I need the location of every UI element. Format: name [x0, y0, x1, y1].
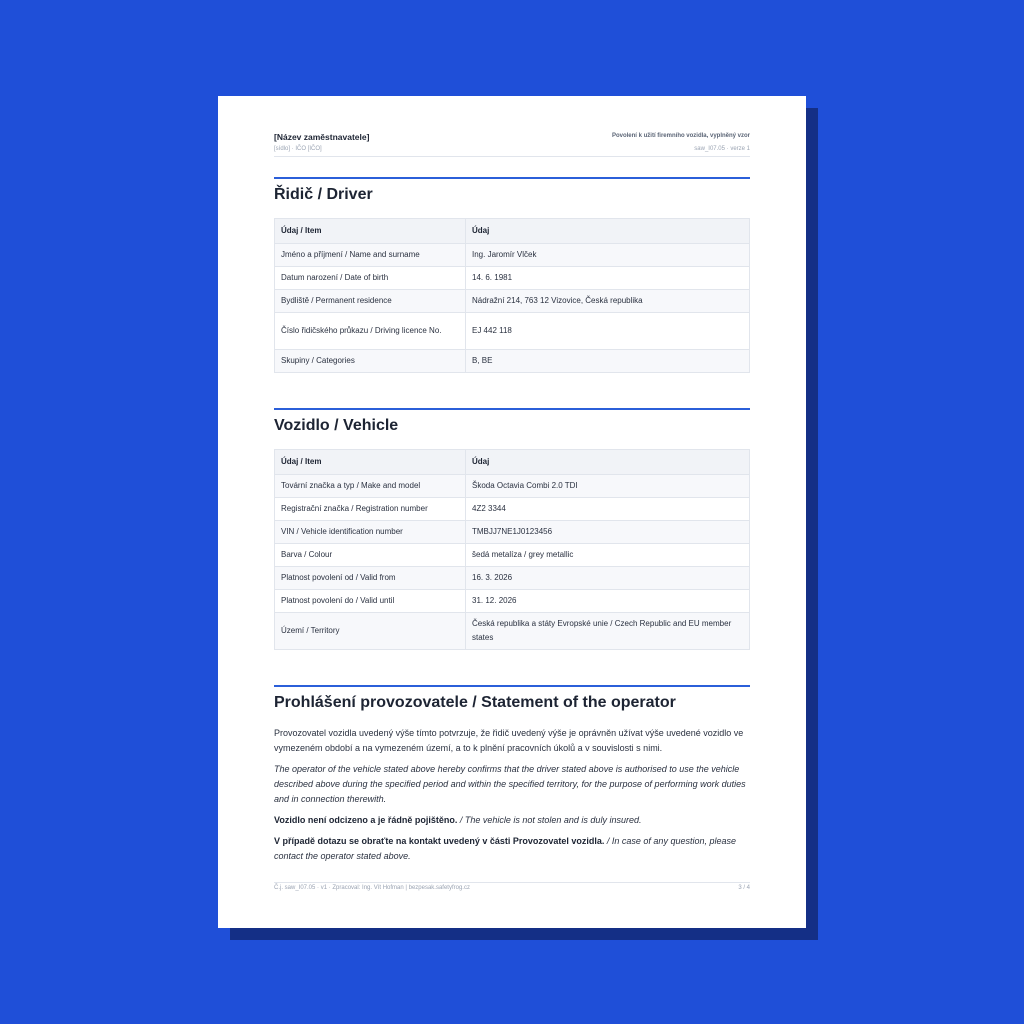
table-row — [275, 313, 750, 350]
table-row — [275, 475, 750, 498]
row-value: Nádražní 214, 763 12 Vizovice, Česká republika — [466, 290, 750, 313]
column-header-item: Údaj / Item — [275, 450, 466, 475]
row-value: 31. 12. 2026 — [466, 590, 750, 613]
row-value: EJ 442 118 — [466, 313, 750, 350]
row-label: Tovární značka a typ / Make and model — [275, 475, 466, 498]
row-label: Datum narození / Date of birth — [275, 267, 466, 290]
row-label: Jméno a příjmení / Name and surname — [275, 244, 466, 267]
row-value: 16. 3. 2026 — [466, 567, 750, 590]
table-header-row — [275, 219, 750, 244]
vehicle-table — [274, 449, 750, 650]
insurance-note-en: / The vehicle is not stolen and is duly insured. — [457, 815, 642, 825]
row-label: Platnost povolení od / Valid from — [275, 567, 466, 590]
table-row — [275, 544, 750, 567]
row-value: Škoda Octavia Combi 2.0 TDI — [466, 475, 750, 498]
statement-paragraph-en: The operator of the vehicle stated above hereby confirms that the driver stated above is authorised to use the vehicle described above during the specified period and within the specified territory, for the purpose of performing work duties and in connection therewith. — [274, 764, 746, 804]
row-label: Barva / Colour — [275, 544, 466, 567]
table-row — [275, 567, 750, 590]
table-row — [275, 267, 750, 290]
page-footer — [274, 882, 750, 891]
header-divider — [274, 156, 750, 157]
contact-note — [274, 834, 750, 864]
employer-name: [Název zaměstnavatele] — [274, 132, 370, 142]
section-divider — [274, 177, 750, 179]
table-header-row — [275, 450, 750, 475]
page-header — [274, 132, 750, 156]
row-label: Platnost povolení do / Valid until — [275, 590, 466, 613]
row-value: Česká republika a státy Evropské unie / Czech Republic and EU member states — [466, 613, 750, 650]
table-row — [275, 613, 750, 650]
row-label: Bydliště / Permanent residence — [275, 290, 466, 313]
footer-reference: Č.j. saw_I07.05 · v1 · Zpracoval: Ing. Vít Hofman | bezpesak.safetyfrog.cz — [274, 885, 470, 891]
page-number: 3 / 4 — [738, 885, 750, 891]
column-header-item: Údaj / Item — [275, 219, 466, 244]
table-row — [275, 521, 750, 544]
table-row — [275, 590, 750, 613]
row-label: Skupiny / Categories — [275, 350, 466, 373]
section-divider — [274, 685, 750, 687]
contact-note-en: / In case of any question, please contact the operator stated above. — [274, 836, 736, 861]
column-header-value: Údaj — [466, 219, 750, 244]
section-title-driver: Řidič / Driver — [274, 186, 373, 203]
row-value: B, BE — [466, 350, 750, 373]
table-row — [275, 244, 750, 267]
column-header-value: Údaj — [466, 450, 750, 475]
insurance-note — [274, 813, 750, 828]
driver-table — [274, 218, 750, 373]
table-row — [275, 350, 750, 373]
employer-details: [sídlo] · IČO [IČO] — [274, 146, 322, 152]
row-label: Číslo řidičského průkazu / Driving licence No. — [275, 313, 466, 350]
row-label: Území / Territory — [275, 613, 466, 650]
document-title: Povolení k užití firemního vozidla, vyplněný vzor — [611, 133, 750, 139]
row-value: 14. 6. 1981 — [466, 267, 750, 290]
section-title-vehicle: Vozidlo / Vehicle — [274, 417, 399, 434]
row-value: 4Z2 3344 — [466, 498, 750, 521]
row-label: Registrační značka / Registration number — [275, 498, 466, 521]
page-content — [274, 132, 750, 864]
table-row — [275, 290, 750, 313]
section-divider — [274, 408, 750, 410]
row-value: šedá metalíza / grey metallic — [466, 544, 750, 567]
section-title-statement: Prohlášení provozovatele / Statement of the operator — [274, 694, 676, 711]
statement-paragraph-cz: Provozovatel vozidla uvedený výše tímto potvrzuje, že řidič uvedený výše je oprávněn užívat výše uvedené vozidlo ve vymezeném období a na vymezeném území, a to k plnění pracovních úkolů a v souvislosti s nimi. — [274, 728, 744, 753]
row-label: VIN / Vehicle identification number — [275, 521, 466, 544]
document-page — [218, 96, 806, 928]
insurance-note-cz: Vozidlo není odcizeno a je řádně pojištěno. — [274, 815, 458, 825]
document-code: saw_I07.05 · verze 1 — [694, 146, 750, 152]
contact-note-cz: V případě dotazu se obraťte na kontakt uvedený v části Provozovatel vozidla. — [274, 836, 605, 846]
row-value: TMBJJ7NE1J0123456 — [466, 521, 750, 544]
table-row — [275, 498, 750, 521]
row-value: Ing. Jaromír Vlček — [466, 244, 750, 267]
